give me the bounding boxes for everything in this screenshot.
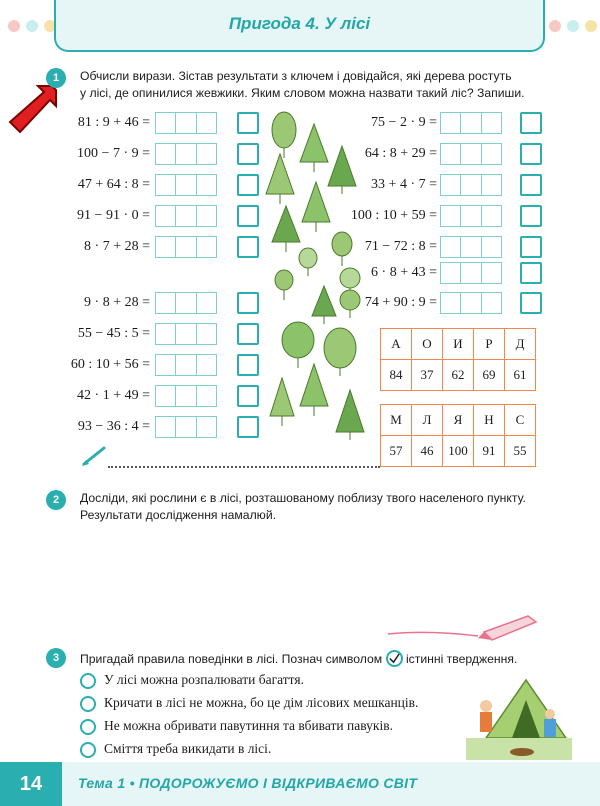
right-letter-box[interactable] [520, 292, 542, 314]
left-letter-box[interactable] [237, 205, 259, 227]
left-answer-cells[interactable] [155, 292, 217, 314]
task3-instruction [80, 650, 560, 668]
right-answer-cells[interactable] [440, 143, 502, 165]
left-expression: 47 + 64 : 8 = [77, 177, 150, 192]
key-number: 46 [412, 436, 443, 467]
statement-checkbox[interactable] [80, 673, 96, 689]
task2-instruction [80, 490, 550, 524]
right-expression: 100 : 10 + 59 = [350, 208, 437, 223]
right-answer-cells[interactable] [440, 205, 502, 227]
statement-text: Не можна обривати павутиння та вбивати павуків. [104, 718, 393, 733]
check-symbol-icon [386, 650, 403, 667]
statement-text: У лісі можна розпалювати багаття. [104, 672, 304, 687]
right-answer-cells[interactable] [440, 112, 502, 134]
key-letter: С [505, 405, 536, 436]
left-letter-box[interactable] [237, 323, 259, 345]
right-letter-box[interactable] [520, 143, 542, 165]
left-letter-box[interactable] [237, 174, 259, 196]
statement-checkbox[interactable] [80, 719, 96, 735]
right-letter-box[interactable] [520, 262, 542, 284]
key-number: 61 [505, 360, 536, 391]
right-letter-box[interactable] [520, 174, 542, 196]
left-answer-cells[interactable] [155, 205, 217, 227]
task-number-2: 2 [46, 490, 66, 510]
right-letter-box[interactable] [520, 205, 542, 227]
left-expression: 91 − 91 · 0 = [77, 208, 150, 223]
left-answer-cells[interactable] [155, 323, 217, 345]
right-expression: 75 − 2 · 9 = [371, 115, 437, 130]
task1-instruction [80, 68, 540, 102]
right-expression: 64 : 8 + 29 = [364, 146, 437, 161]
key-letter: О [412, 329, 443, 360]
right-letter-box[interactable] [520, 112, 542, 134]
right-answer-cells[interactable] [440, 262, 502, 284]
statement-text: Сміття треба викидати в лісі. [104, 741, 272, 756]
left-answer-cells[interactable] [155, 354, 217, 376]
task1-line1: Обчисли вирази. Зістав результати з ключем і довідайся, які дерева ростуть [80, 69, 512, 83]
page-number: 14 [0, 762, 62, 806]
statement-checkbox[interactable] [80, 742, 96, 758]
page-title: Пригода 4. У лісі [228, 14, 371, 33]
key-letter: И [443, 329, 474, 360]
task1-line2: у лісі, де опинилися жевжики. Яким словом можна назвати такий ліс? Запиши. [80, 86, 525, 100]
left-expression: 42 · 1 + 49 = [77, 388, 150, 403]
key-letter: М [381, 405, 412, 436]
key-number: 55 [505, 436, 536, 467]
key-number: 69 [474, 360, 505, 391]
statement-text: Кричати в лісі не можна, бо це дім лісових мешканців. [104, 695, 419, 710]
right-expression: 33 + 4 · 7 = [371, 177, 437, 192]
key-letter: А [381, 329, 412, 360]
answer-line[interactable] [108, 466, 380, 468]
left-letter-box[interactable] [237, 354, 259, 376]
key-letter: Л [412, 405, 443, 436]
task-number-1: 1 [46, 68, 66, 88]
key-number: 84 [381, 360, 412, 391]
left-answer-cells[interactable] [155, 174, 217, 196]
left-answer-cells[interactable] [155, 143, 217, 165]
right-expression: 74 + 90 : 9 = [364, 295, 437, 310]
right-answer-cells[interactable] [440, 174, 502, 196]
left-letter-box[interactable] [237, 385, 259, 407]
left-letter-box[interactable] [237, 143, 259, 165]
header-tab [54, 0, 545, 52]
pink-pencil-icon [388, 612, 544, 642]
left-expression: 60 : 10 + 56 = [70, 357, 150, 372]
left-letter-box[interactable] [237, 112, 259, 134]
trees-illustration-icon [262, 110, 372, 440]
footer-topic: Тема 1 • ПОДОРОЖУЄМО І ВІДКРИВАЄМО СВІТ [78, 775, 418, 791]
task3-text-after: істинні твердження. [405, 652, 518, 666]
left-answer-cells[interactable] [155, 385, 217, 407]
left-answer-cells[interactable] [155, 112, 217, 134]
left-letter-box[interactable] [237, 292, 259, 314]
right-answer-cells[interactable] [440, 292, 502, 314]
right-expression: 71 − 72 : 8 = [364, 239, 437, 254]
left-expression: 100 − 7 · 9 = [77, 146, 150, 161]
key-letter: Д [505, 329, 536, 360]
key-letter: Я [443, 405, 474, 436]
left-letter-box[interactable] [237, 236, 259, 258]
key-table-1 [380, 328, 536, 391]
camping-illustration-icon [466, 668, 572, 760]
key-number: 91 [474, 436, 505, 467]
pencil-icon [80, 444, 108, 468]
task2-line2: Результати дослідження намалюй. [80, 508, 277, 522]
left-answer-cells[interactable] [155, 416, 217, 438]
key-table-2 [380, 404, 536, 467]
key-number: 100 [443, 436, 474, 467]
right-expression: 6 · 8 + 43 = [371, 265, 437, 280]
left-letter-box[interactable] [237, 416, 259, 438]
left-expression: 93 − 36 : 4 = [77, 419, 150, 434]
task-number-3: 3 [46, 648, 66, 668]
left-expression: 8 · 7 + 28 = [84, 239, 150, 254]
left-expression: 81 : 9 + 46 = [77, 115, 150, 130]
task2-line1: Досліди, які рослини є в лісі, розташованому поблизу твого населеного пункту. [80, 491, 526, 505]
right-letter-box[interactable] [520, 236, 542, 258]
key-number: 37 [412, 360, 443, 391]
right-answer-cells[interactable] [440, 236, 502, 258]
left-expression: 9 · 8 + 28 = [84, 295, 150, 310]
key-letter: Н [474, 405, 505, 436]
left-answer-cells[interactable] [155, 236, 217, 258]
key-number: 57 [381, 436, 412, 467]
left-expression: 55 − 45 : 5 = [77, 326, 150, 341]
key-number: 62 [443, 360, 474, 391]
key-letter: Р [474, 329, 505, 360]
statement-checkbox[interactable] [80, 696, 96, 712]
task3-text-before: Пригадай правила поведінки в лісі. Познач символом [80, 652, 383, 666]
